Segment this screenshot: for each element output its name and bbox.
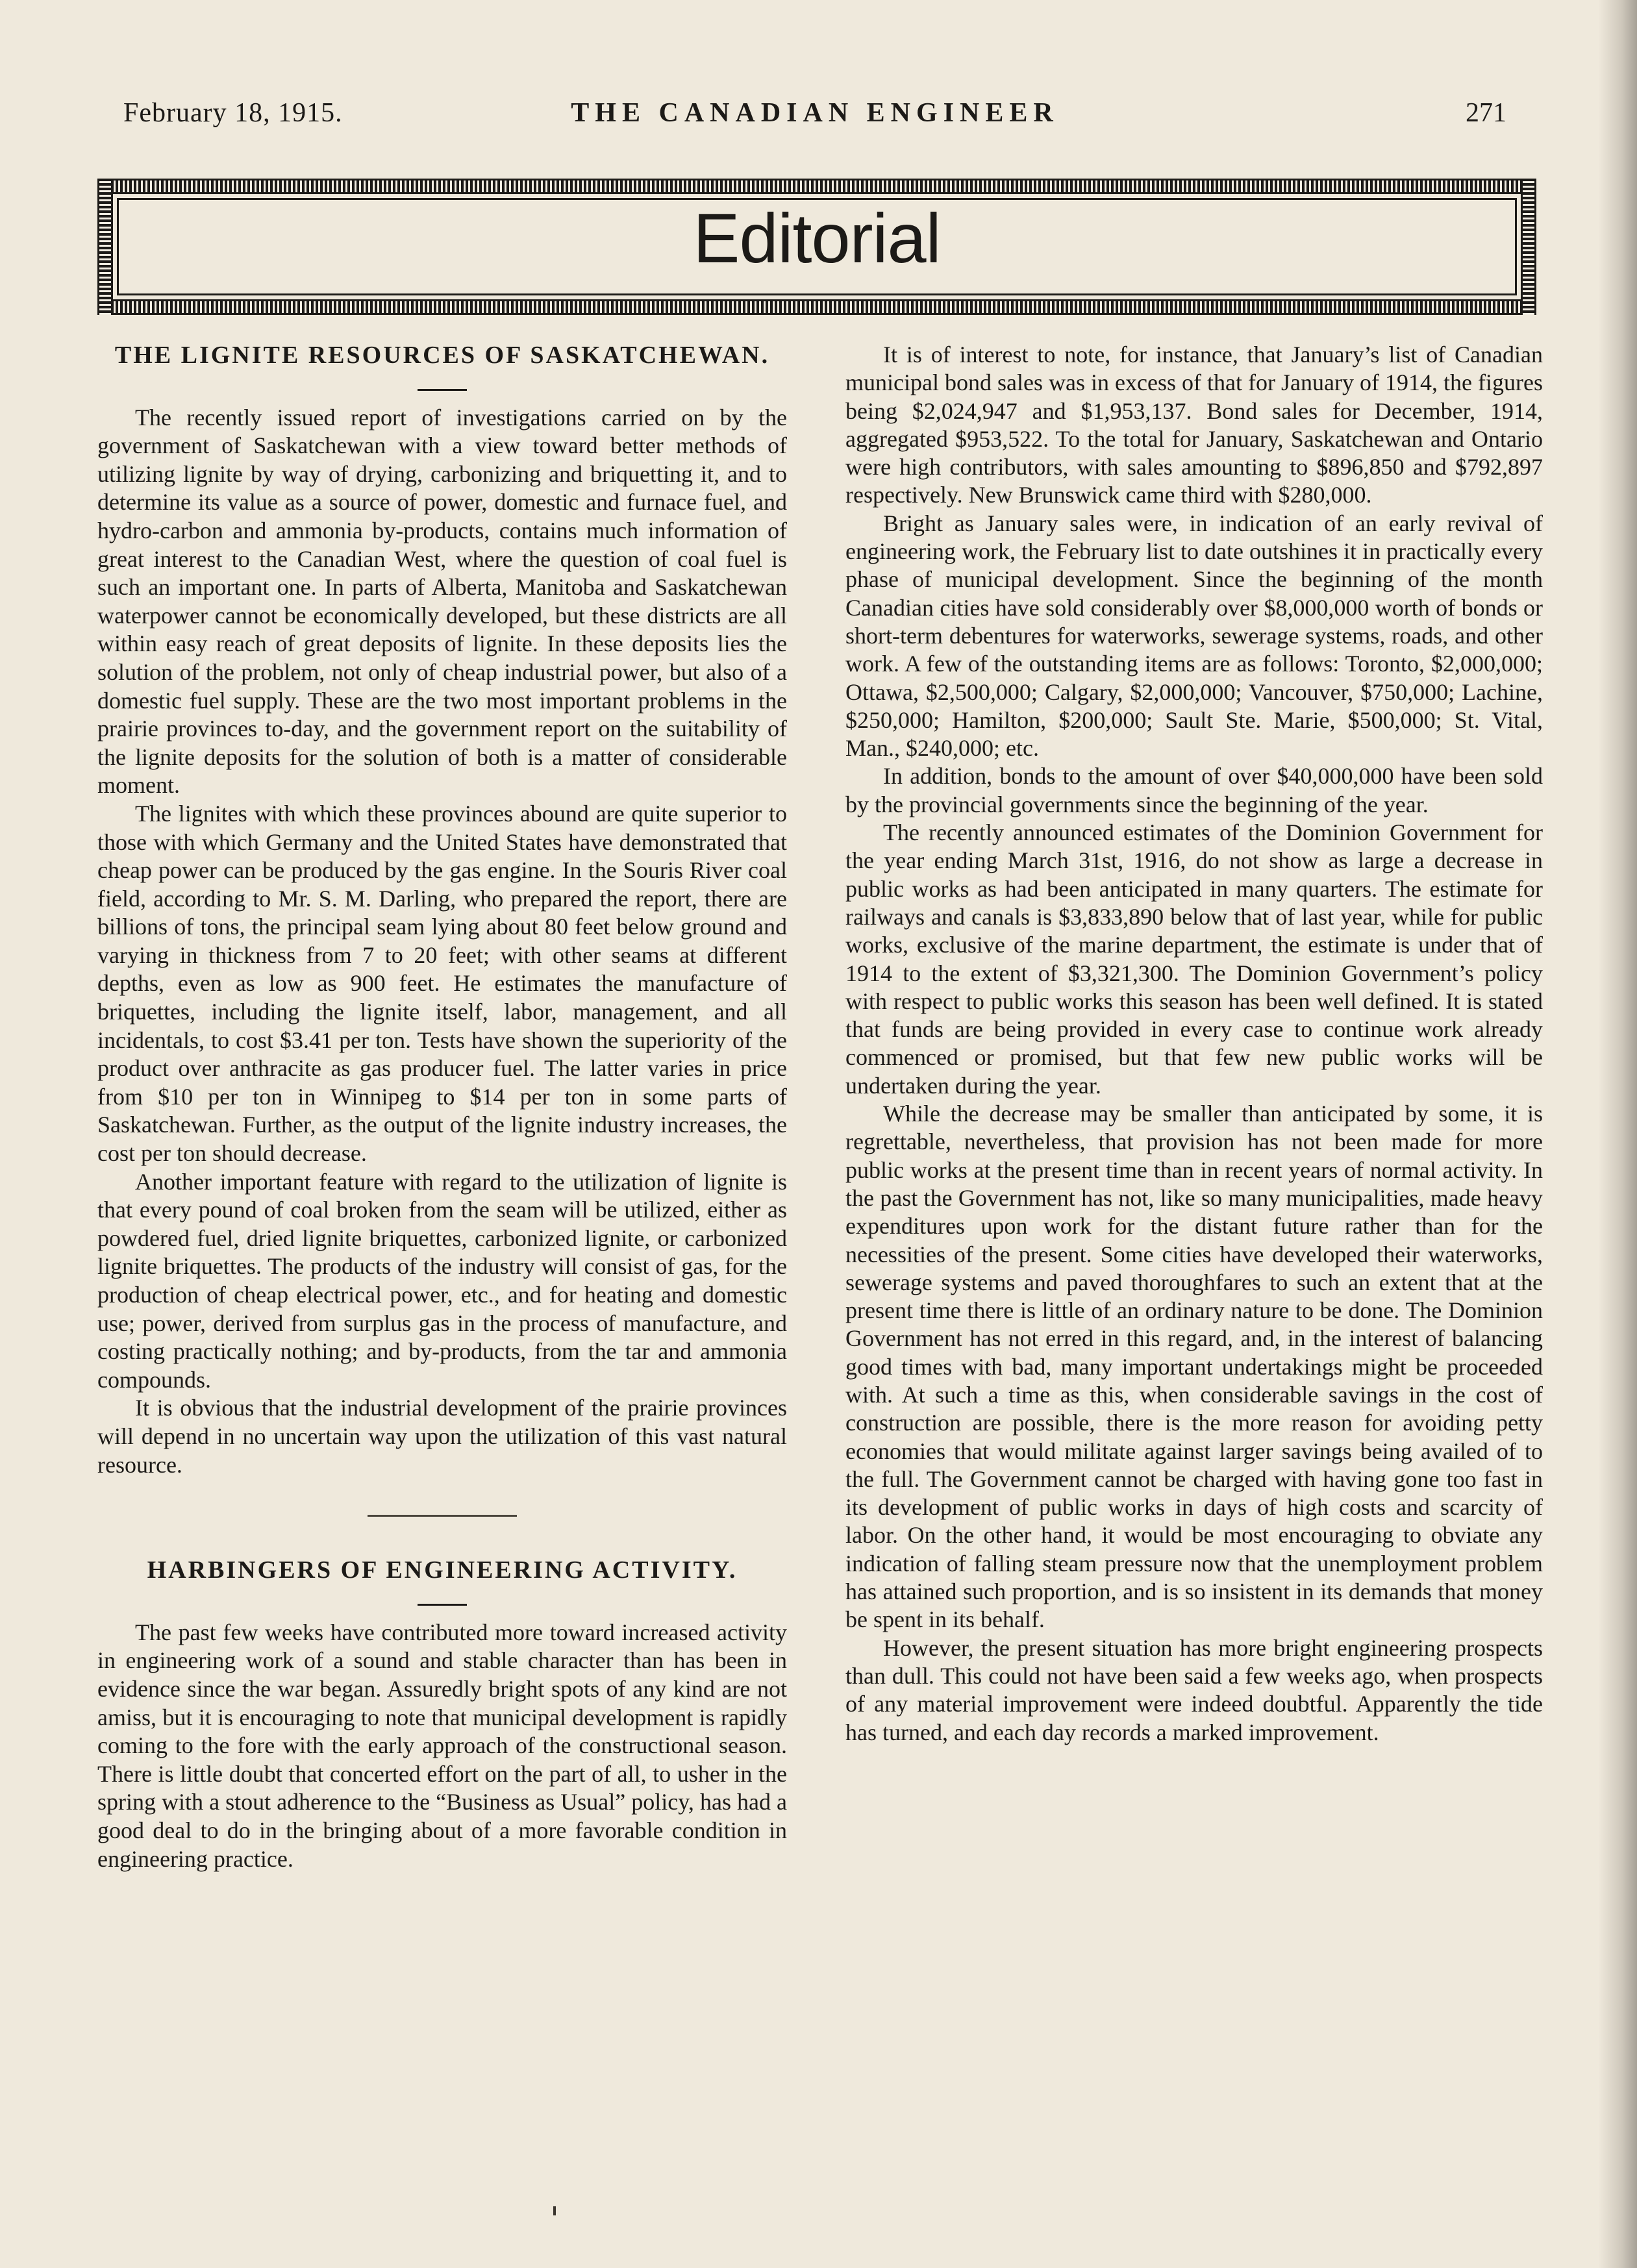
article-paragraph: While the decrease may be smaller than anticipated by some, it is regrettable, nevertheless, that provision has not been made for more public works at the present time than in recent years of normal activity. In the past the Government has not, like so many municipalities, made heavy expenditures upon work for the distant future rather than for the necessities of the present. Some cities have developed their waterworks, sewerage systems and paved thoroughfares to such an extent that at the present time there is little of an ordinary nature to be done. The Dominion Government has not erred in this regard, and, in the interest of balancing good times with bad, many important undertakings might be proceeded with. At such a time as this, when considerable savings in the cost of construction are possible, there is the more reason for avoiding petty economies that would militate against larger savings being availed of to the full. The Government cannot be charged with having gone too fast in its development of public works in days of high costs and scarcity of labor. On the other hand, it would be most encouraging to obviate any indication of falling steam pressure now that the unemployment problem has attained such proportion, and is so insistent in its demands that money be spent in its behalf. — [845, 1101, 1543, 1633]
article-harbingers — [97, 1556, 787, 1873]
section-divider — [368, 1515, 517, 1517]
article-paragraph: Another important feature with regard to the utilization of lignite is that every pound of coal broken from the seam will be utilized, either as powdered fuel, dried lignite briquettes, carbonized lignite, or carbonized lignite briquettes. The products of the industry will consist of gas, for the production of cheap electrical power, etc., and for heating and domestic use; power, derived from surplus gas in the process of manufacture, and costing practically nothing; and by-products, from the tar and ammonia compounds. — [97, 1168, 787, 1393]
editorial-banner — [97, 179, 1536, 315]
print-mark — [553, 2206, 556, 2215]
headline-rule — [418, 389, 467, 391]
banner-rule-bottom — [97, 299, 1536, 315]
page-number: 271 — [1466, 98, 1506, 128]
banner-rule-top — [97, 179, 1536, 194]
article-paragraph: The recently announced estimates of the Dominion Government for the year ending March 31st, 1916, do not show as large a decrease in public works as had been anticipated in many quarters. The estimate for railways and canals is $3,833,890 below that of last year, while for public works, exclusive of the marine department, the estimate is under that of 1914 to the extent of $3,321,300. The Dominion Government’s policy with respect to public works this season has been well defined. It is stated that funds are being provided in every case to continue work already commenced or promised, but that few new public works will be undertaken during the year. — [845, 819, 1543, 1099]
journal-title: THE CANADIAN ENGINEER — [571, 98, 1059, 128]
article-headline: HARBINGERS OF ENGINEERING ACTIVITY. — [147, 1556, 738, 1584]
article-paragraph: It is of interest to note, for instance, that January’s list of Canadian municipal bond sales was in excess of that for January of 1914, the figures being $2,024,947 and $1,953,137. Bond sales for December, 1914, aggregated $953,522. To the total for January, Saskatchewan and Ontario were high contributors, with sales amounting to $896,850 and $792,897 respectively. New Brunswick came third with $280,000. — [845, 342, 1543, 508]
article-lignite — [97, 341, 787, 1479]
article-paragraph: Bright as January sales were, in indication of an early revival of engineering work, the February list to date outshines it in practically every phase of municipal development. Since the beginning of the month Canadian cities have sold considerably over $8,000,000 worth of bonds or short-term debentures for waterworks, sewerage systems, roads, and other work. A few of the outstanding items are as follows: Toronto, $2,000,000; Ottawa, $2,500,000; Calgary, $2,000,000; Vancouver, $750,000; Lachine, $250,000; Hamilton, $200,000; Sault Ste. Marie, $500,000; St. Vital, Man., $240,000; etc. — [845, 510, 1543, 762]
article-paragraph: However, the present situation has more bright engineering prospects than dull. This could not have been said a few weeks ago, when prospects of any material improvement were indeed doubtful. Apparently the tide has turned, and each day records a marked improvement. — [845, 1634, 1543, 1745]
banner-label: Editorial — [693, 199, 941, 277]
right-column — [845, 341, 1543, 1747]
issue-date: February 18, 1915. — [123, 98, 343, 128]
article-paragraph: The recently issued report of investigations carried on by the government of Saskatchewan with a view toward better methods of utilizing lignite by way of drying, carbonizing and briquetting it, and to determine its value as a source of power, domestic and furnace fuel, and hydro-carbon and ammonia by-products, contains much information of great interest to the Canadian West, where the question of coal fuel is such an important one. In parts of Alberta, Manitoba and Saskatchewan waterpower cannot be economically developed, but these districts are all within easy reach of great deposits of lignite. In these deposits lies the solution of the problem, not only of cheap industrial power, but also of a domestic fuel supply. These are the two most important problems in the prairie provinces to-day, and the government report on the suitability of the lignite deposits for the solution of both is a matter of considerable moment. — [97, 404, 787, 799]
article-paragraph: In addition, bonds to the amount of over $40,000,000 have been sold by the provincial governments since the beginning of the year. — [845, 763, 1543, 817]
article-paragraph: The past few weeks have contributed more toward increased activity in engineering work of a sound and stable character than has been in evidence since the war began. Assuredly bright spots of any kind are not amiss, but it is encouraging to note that municipal development is rapidly coming to the fore with the early approach of the constructional season. There is little doubt that concerted effort on the part of all, to usher in the spring with a stout adherence to the “Business as Usual” policy, has had a good deal to do in the bringing about of a more favorable condition in engineering practice. — [97, 1619, 787, 1872]
headline-rule — [418, 1604, 467, 1606]
article-paragraph: The lignites with which these provinces abound are quite superior to those with which Germany and the United States have demonstrated that cheap power can be produced by the gas engine. In the Souris River coal field, according to Mr. S. M. Darling, who prepared the report, there are billions of tons, the principal seam lying about 80 feet below ground and varying in thickness from 7 to 20 feet; with other seams at different depths, even as low as 900 feet. He estimates the manufacture of briquettes, including the lignite itself, labor, management, and all incidentals, to cost $3.41 per ton. Tests have shown the superiority of the product over anthracite as gas producer fuel. The latter varies in price from $10 per ton in Winnipeg to $14 per ton in some parts of Saskatchewan. Further, as the output of the lignite industry increases, the cost per ton should decrease. — [97, 800, 787, 1167]
article-paragraph: It is obvious that the industrial development of the prairie provinces will depend in no uncertain way upon the utilization of this vast natural resource. — [97, 1395, 787, 1478]
page-spine-shadow — [1598, 0, 1637, 2268]
running-head — [123, 97, 1506, 143]
left-column — [97, 341, 787, 1873]
article-headline: THE LIGNITE RESOURCES OF SASKATCHEWAN. — [114, 342, 770, 369]
